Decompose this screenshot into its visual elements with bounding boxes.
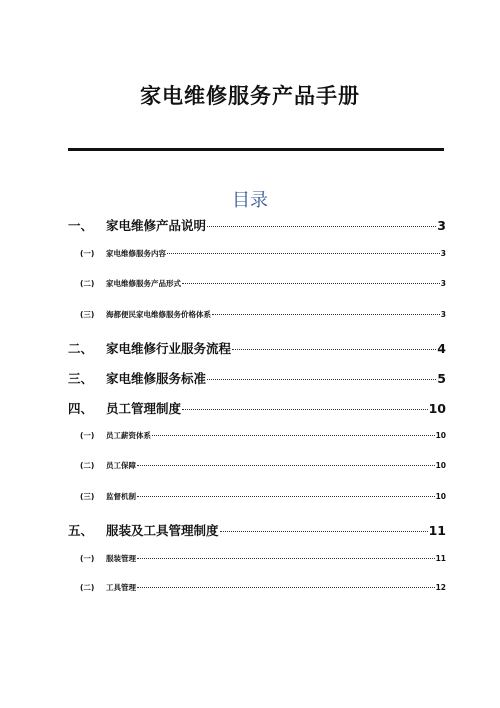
toc-leader-dots — [232, 349, 436, 350]
toc-entry-page: 10 — [428, 401, 446, 416]
toc-entry[interactable] — [68, 399, 446, 417]
toc-entry-page: 5 — [437, 371, 446, 386]
toc-leader-dots — [182, 283, 440, 284]
toc-entry[interactable] — [68, 216, 446, 234]
toc-entry-label: 家电维修产品说明 — [106, 218, 207, 233]
toc-entry[interactable] — [68, 430, 446, 441]
toc-entry[interactable] — [68, 521, 446, 539]
toc-leader-dots — [182, 409, 428, 410]
toc-entry-page: 11 — [435, 554, 446, 563]
toc-entry[interactable] — [68, 339, 446, 357]
toc-entry-number: 四、 — [68, 401, 94, 416]
toc-entry[interactable] — [68, 491, 446, 502]
toc-entry-number: (一) — [80, 249, 95, 258]
document-title: 家电维修服务产品手册 — [140, 84, 360, 108]
toc-entry-page: 3 — [440, 279, 446, 288]
toc-entry-label: 家电维修行业服务流程 — [106, 341, 232, 356]
title-rule — [68, 148, 444, 151]
toc-entry[interactable] — [68, 309, 446, 320]
toc-entry-number: (一) — [80, 431, 95, 440]
toc-entry-label: 员工管理制度 — [106, 401, 182, 416]
toc-entry[interactable] — [68, 582, 446, 593]
toc-heading: 目录 — [232, 190, 268, 211]
toc-entry-label: 员工薪资体系 — [106, 431, 151, 440]
toc-entry-number: (三) — [80, 492, 95, 501]
toc-entry-page: 3 — [440, 310, 446, 319]
toc-entry-label: 海都便民家电维修服务价格体系 — [106, 310, 211, 319]
toc-leader-dots — [137, 465, 435, 466]
toc-entry-number: (三) — [80, 310, 95, 319]
toc-entry-number: (二) — [80, 583, 95, 592]
toc-entry-page: 3 — [440, 249, 446, 258]
toc-leader-dots — [167, 253, 440, 254]
toc-entry-page: 12 — [435, 583, 446, 592]
toc-entry[interactable] — [68, 460, 446, 471]
toc-leader-dots — [137, 558, 435, 559]
toc-entry-label: 工具管理 — [106, 583, 136, 592]
toc-entry[interactable] — [68, 278, 446, 289]
toc-entry-page: 10 — [435, 492, 446, 501]
toc-entry-page: 10 — [435, 461, 446, 470]
toc-entry-label: 家电维修服务内容 — [106, 249, 166, 258]
toc-entry[interactable] — [68, 553, 446, 564]
toc-leader-dots — [212, 314, 440, 315]
toc-leader-dots — [152, 435, 435, 436]
toc-leader-dots — [207, 226, 436, 227]
toc-entry-page: 10 — [435, 431, 446, 440]
toc-entry[interactable] — [68, 248, 446, 259]
toc-entry-number: (一) — [80, 554, 95, 563]
toc-entry-number: 三、 — [68, 371, 94, 386]
toc-leader-dots — [137, 496, 435, 497]
toc-entry-page: 11 — [428, 523, 446, 538]
toc-entry-page: 4 — [437, 341, 446, 356]
toc-entry-label: 服装及工具管理制度 — [106, 523, 219, 538]
toc-entry-page: 3 — [437, 218, 446, 233]
toc-entry-label: 家电维修服务产品形式 — [106, 279, 181, 288]
toc-entry-number: 一、 — [68, 218, 94, 233]
toc-entry-label: 监督机制 — [106, 492, 136, 501]
toc-leader-dots — [207, 379, 436, 380]
toc-entry-number: 五、 — [68, 523, 94, 538]
toc-entry-label: 服装管理 — [106, 554, 136, 563]
toc-entry-label: 家电维修服务标准 — [106, 371, 207, 386]
toc-entry-number: (二) — [80, 461, 95, 470]
toc-entry-number: 二、 — [68, 341, 94, 356]
toc-leader-dots — [137, 587, 435, 588]
toc-entry[interactable] — [68, 369, 446, 387]
toc-entry-label: 员工保障 — [106, 461, 136, 470]
toc-leader-dots — [220, 531, 428, 532]
toc-entry-number: (二) — [80, 279, 95, 288]
